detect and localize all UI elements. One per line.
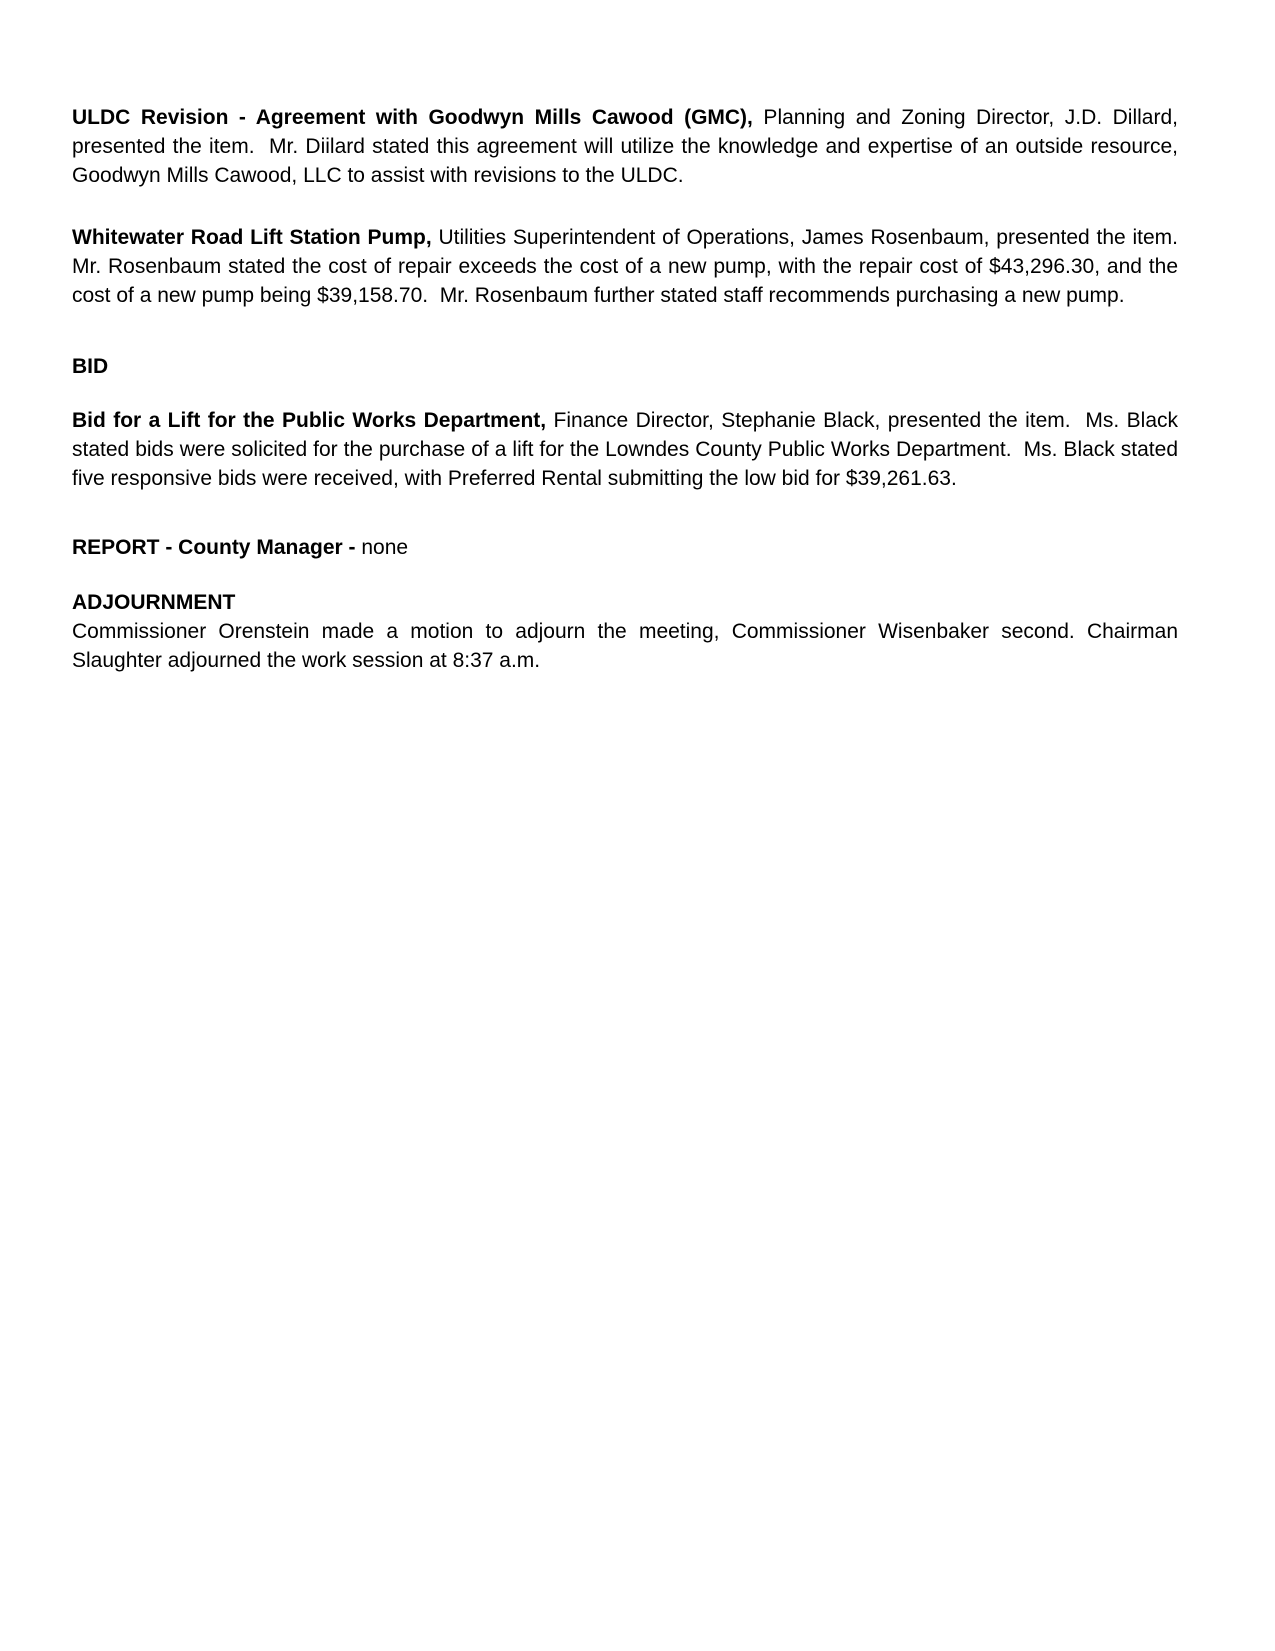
report-line [72,533,1178,562]
whitewater-text: Utilities Superintendent of Operations, James Rosenbaum, presented the item. Mr. Rosenbaum stated the cost of repair exceeds the cost of a new pump, with the repair cost of $43,296.30, and the cost of a new pump being $39,158.70. Mr. Rosenbaum further stated staff recommends purchasing a new pump. [72,226,1190,307]
report-title: REPORT - County Manager - [72,536,356,559]
bid-heading: BID [72,355,109,378]
adjournment-heading: ADJOURNMENT [72,591,236,614]
uldc-text: Planning and Zoning Director, J.D. Dillard, presented the item. Mr. Diilard stated this agreement will utilize the knowledge and expertise of an outside resource, Goodwyn Mills Cawood, LLC to assist with revisions to the ULDC. [72,106,1184,187]
uldc-title: ULDC Revision - Agreement with Goodwyn Mills Cawood (GMC), [72,106,753,129]
whitewater-paragraph [72,223,1190,310]
bid-title: Bid for a Lift for the Public Works Department, [72,409,547,432]
uldc-paragraph [72,103,1184,190]
bid-text: Finance Director, Stephanie Black, presented the item. Ms. Black stated bids were solicited for the purchase of a lift for the Lowndes County Public Works Department. Ms. Black stated five responsive bids were received, with Preferred Rental submitting the low bid for $39,261.63. [72,409,1184,490]
document-content [72,103,1190,675]
whitewater-title: Whitewater Road Lift Station Pump, [72,226,432,249]
adjournment-paragraph [72,617,1184,675]
adjournment-text: Commissioner Orenstein made a motion to adjourn the meeting, Commissioner Wisenbaker second. Chairman Slaughter adjourned the work session at 8:37 a.m. [72,620,1184,672]
report-text: none [355,536,409,559]
bid-paragraph [72,406,1184,493]
